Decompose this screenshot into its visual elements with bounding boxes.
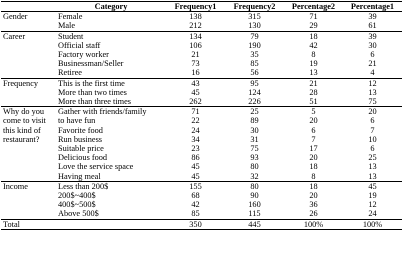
table-row (1, 68, 402, 78)
cell-percentage1: 21 (368, 59, 377, 69)
cell-category: Run business (58, 134, 103, 144)
cell-frequency1: 262 (189, 97, 202, 107)
cell-category: Student (56, 31, 166, 41)
cell-frequency1: 134 (166, 31, 225, 41)
cell-percentage2: 28 (309, 87, 318, 97)
cell-percentage2: 13 (309, 68, 318, 78)
cell-frequency2: 226 (248, 97, 261, 107)
table-row (1, 88, 402, 97)
cell-frequency1: 23 (191, 144, 200, 154)
cell-frequency1: 71 (166, 107, 225, 117)
cell-frequency2: 79 (225, 31, 284, 41)
cell-percentage1: 75 (368, 97, 377, 107)
group-label: Gender (1, 12, 56, 31)
cell-frequency2: 130 (248, 21, 261, 31)
cell-category: Businessman/Seller (58, 59, 124, 69)
table-row (1, 50, 402, 59)
cell-frequency1: 68 (191, 191, 200, 201)
table-row (1, 41, 402, 50)
cell-frequency1: 106 (189, 40, 202, 50)
cell-category: Female (56, 12, 166, 22)
cell-category: Less than 200$ (56, 181, 166, 191)
cell-frequency2: 95 (225, 78, 284, 88)
cell-frequency2: 90 (250, 191, 259, 201)
cell-percentage1: 45 (343, 181, 402, 191)
cell-percentage1: 30 (368, 40, 377, 50)
group-label: Why do you come to visit this kind of restaurant? (1, 107, 56, 182)
cell-frequency1: 155 (166, 181, 225, 191)
cell-frequency2: 89 (250, 116, 259, 126)
cell-percentage2: 18 (284, 31, 343, 41)
cell-percentage2: 17 (309, 144, 318, 154)
cell-frequency1: 73 (191, 59, 200, 69)
table-row (1, 31, 402, 41)
cell-category: 400$~500$ (58, 200, 96, 210)
cell-percentage2: 51 (309, 97, 318, 107)
cell-frequency2: 75 (250, 144, 259, 154)
cell-frequency2: 32 (250, 171, 259, 181)
header-group (1, 2, 56, 12)
cell-percentage1: 25 (368, 153, 377, 163)
cell-percentage2: 29 (309, 21, 318, 31)
cell-frequency2: 85 (250, 59, 259, 69)
cell-percentage1: 10 (368, 134, 377, 144)
cell-percentage1: 61 (368, 21, 377, 31)
cell-category: Official staff (58, 40, 101, 50)
table-row (1, 162, 402, 171)
cell-frequency1: 43 (166, 78, 225, 88)
cell-percentage1: 13 (368, 171, 377, 181)
cell-percentage1: 13 (368, 162, 377, 172)
cell-percentage2: 8 (311, 171, 316, 181)
cell-category: Factory worker (58, 50, 109, 60)
cell-category: 200$~400$ (58, 191, 96, 201)
cell-percentage2: 8 (311, 50, 316, 60)
cell-frequency2: 25 (225, 107, 284, 117)
cell-percentage2: 20 (309, 153, 318, 163)
table-row (1, 135, 402, 144)
cell-percentage2: 20 (309, 191, 318, 201)
cell-percentage2: 18 (284, 181, 343, 191)
header-percentage1: Percentage1 (343, 2, 402, 12)
cell-frequency1: 16 (191, 68, 200, 78)
cell-percentage1: 12 (368, 200, 377, 210)
cell-category: Favorite food (58, 125, 103, 135)
table-header-row (1, 2, 402, 12)
cell-category: Having meal (58, 171, 101, 181)
cell-category: This is the first time (56, 78, 166, 88)
header-frequency2: Frequency2 (225, 2, 284, 12)
total-percentage1: 100% (343, 219, 402, 229)
cell-category: Suitable price (58, 144, 104, 154)
header-frequency1: Frequency1 (166, 2, 225, 12)
table-row (1, 21, 402, 31)
table-row (1, 78, 402, 88)
cell-frequency1: 34 (191, 134, 200, 144)
cell-category: Male (58, 21, 76, 31)
cell-category: Gather with friends/family (56, 107, 166, 117)
cell-percentage1: 24 (368, 209, 377, 219)
cell-frequency2: 80 (250, 162, 259, 172)
cell-frequency2: 160 (248, 200, 261, 210)
cell-frequency1: 138 (166, 12, 225, 22)
cell-frequency1: 45 (191, 162, 200, 172)
cell-percentage1: 4 (370, 68, 375, 78)
cell-percentage1: 7 (370, 125, 375, 135)
table-row (1, 107, 402, 117)
cell-frequency2: 35 (250, 50, 259, 60)
cell-percentage1: 6 (370, 144, 375, 154)
cell-frequency2: 31 (250, 134, 259, 144)
cell-frequency1: 22 (191, 116, 200, 126)
cell-percentage2: 71 (284, 12, 343, 22)
cell-percentage2: 42 (309, 40, 318, 50)
table-body (1, 12, 402, 230)
cell-frequency2: 80 (225, 181, 284, 191)
cell-frequency2: 315 (225, 12, 284, 22)
cell-percentage1: 20 (343, 107, 402, 117)
table-row (1, 59, 402, 68)
cell-percentage1: 39 (343, 12, 402, 22)
total-frequency1: 350 (166, 219, 225, 229)
table-row (1, 116, 402, 125)
cell-frequency1: 85 (191, 209, 200, 219)
cell-category: More than two times (58, 87, 127, 97)
table-row (1, 191, 402, 200)
cell-percentage2: 19 (309, 59, 318, 69)
survey-table (1, 1, 402, 230)
cell-category: to have fun (58, 116, 96, 126)
cell-category: Love the service space (58, 162, 134, 172)
table-row (1, 200, 402, 209)
total-percentage2: 100% (284, 219, 343, 229)
cell-percentage2: 6 (311, 125, 316, 135)
total-category (56, 219, 166, 229)
group-label: Income (1, 181, 56, 219)
cell-frequency2: 124 (248, 87, 261, 97)
cell-percentage2: 18 (309, 162, 318, 172)
cell-frequency1: 86 (191, 153, 200, 163)
cell-frequency2: 56 (250, 68, 259, 78)
cell-frequency2: 115 (248, 209, 261, 219)
cell-frequency1: 45 (191, 171, 200, 181)
total-row (1, 219, 402, 229)
table-row (1, 126, 402, 135)
cell-percentage1: 6 (370, 50, 375, 60)
cell-percentage1: 39 (343, 31, 402, 41)
total-label: Total (1, 219, 56, 229)
cell-frequency2: 190 (248, 40, 261, 50)
cell-category: Delicious food (58, 153, 108, 163)
cell-frequency2: 93 (250, 153, 259, 163)
header-category: Category (56, 2, 166, 12)
cell-percentage2: 36 (309, 200, 318, 210)
cell-percentage1: 6 (370, 116, 375, 126)
total-frequency2: 445 (225, 219, 284, 229)
cell-frequency1: 21 (191, 50, 200, 60)
cell-percentage1: 19 (368, 191, 377, 201)
cell-category: Above 500$ (58, 209, 99, 219)
cell-frequency1: 24 (191, 125, 200, 135)
cell-frequency1: 42 (191, 200, 200, 210)
cell-category: Retiree (58, 68, 82, 78)
table-row (1, 12, 402, 22)
table-row (1, 209, 402, 219)
group-label: Career (1, 31, 56, 78)
cell-percentage1: 13 (368, 87, 377, 97)
group-label: Frequency (1, 78, 56, 107)
cell-percentage2: 21 (284, 78, 343, 88)
cell-frequency2: 30 (250, 125, 259, 135)
cell-category: More than three times (58, 97, 132, 107)
table-row (1, 172, 402, 182)
table-row (1, 181, 402, 191)
cell-percentage2: 20 (309, 116, 318, 126)
cell-percentage1: 12 (343, 78, 402, 88)
cell-percentage2: 5 (284, 107, 343, 117)
cell-percentage2: 26 (309, 209, 318, 219)
table-row (1, 153, 402, 162)
table-row (1, 97, 402, 107)
header-percentage2: Percentage2 (284, 2, 343, 12)
cell-frequency1: 212 (189, 21, 202, 31)
table-row (1, 144, 402, 153)
cell-frequency1: 45 (191, 87, 200, 97)
cell-percentage2: 7 (311, 134, 316, 144)
